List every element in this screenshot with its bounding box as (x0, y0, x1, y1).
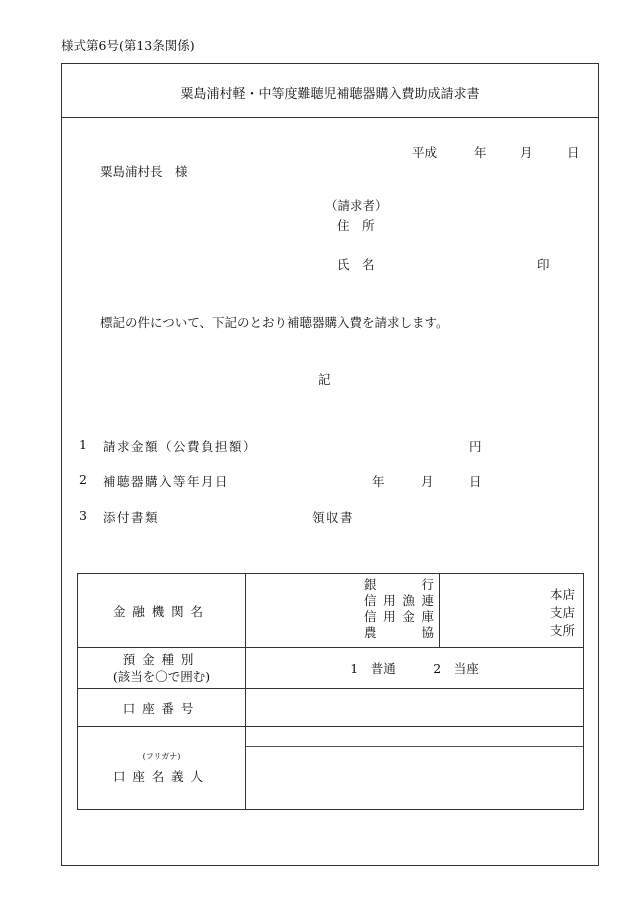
institution-types (364, 577, 434, 641)
item-1-number: 1 (79, 437, 87, 452)
account-number-label-cell (78, 689, 246, 727)
requester-heading: （請求者） (325, 198, 388, 213)
account-number-cell[interactable] (246, 689, 584, 727)
ki-heading: 記 (318, 372, 331, 387)
item-2-day: 日 (469, 474, 482, 489)
document-title: 粟島浦村軽・中等度難聴児補聴器購入費助成請求書 (180, 87, 480, 102)
item-2-label: 補聴器購入等年月日 (103, 474, 230, 489)
institution-type: 信用金庫 (364, 608, 434, 624)
address-label: 住 所 (337, 218, 375, 233)
item-1-unit: 円 (469, 439, 482, 454)
item-1-label: 請求金額（公費負担額） (103, 439, 258, 454)
deposit-options-cell[interactable] (246, 648, 584, 689)
account-holder-cell[interactable] (246, 727, 584, 810)
name-label: 氏 名 (337, 257, 375, 272)
institution-type: 農協 (364, 624, 434, 640)
date-month: 月 (520, 145, 533, 160)
institution-type: 信用漁連 (364, 592, 434, 608)
furigana-label: (フリガナ) (142, 752, 181, 761)
item-2-month: 月 (421, 474, 434, 489)
branch-divider (439, 574, 440, 648)
item-2-number: 2 (79, 472, 87, 487)
item-3-value: 領収書 (312, 510, 355, 525)
holder-label-cell (78, 727, 246, 810)
furigana-line (246, 727, 583, 747)
deposit-type-note: (該当を〇で囲む) (112, 669, 211, 684)
intro-text: 標記の件について、下記のとおり補聴器購入費を請求します。 (100, 315, 449, 330)
bank-account-table (77, 573, 584, 810)
date-day: 日 (567, 145, 580, 160)
item-3-label: 添付書類 (103, 510, 160, 525)
title-divider (61, 117, 599, 118)
account-number-label: 口座番号 (122, 700, 201, 716)
institution-label: 金融機関名 (113, 603, 210, 619)
account-holder-label: 口座名義人 (113, 769, 210, 784)
item-3-number: 3 (79, 508, 87, 523)
branch-type: 支所 (549, 622, 575, 638)
institution-type: 銀行 (364, 576, 434, 592)
deposit-type-label-cell (78, 648, 246, 689)
institution-label-cell (78, 574, 246, 648)
date-era: 平成 (412, 145, 438, 160)
addressee: 粟島浦村長 様 (100, 164, 188, 179)
item-2-year: 年 (372, 474, 385, 489)
form-number: 様式第6号(第13条関係) (61, 38, 195, 53)
branch-types (550, 586, 575, 640)
deposit-type-label: 預金種別 (122, 652, 201, 667)
seal-mark: 印 (537, 257, 550, 272)
branch-type: 本店 (549, 586, 575, 602)
deposit-options: 1 普通 2 当座 (350, 661, 479, 676)
branch-type: 支店 (549, 604, 575, 620)
institution-cell[interactable] (246, 574, 584, 648)
date-year: 年 (474, 145, 487, 160)
